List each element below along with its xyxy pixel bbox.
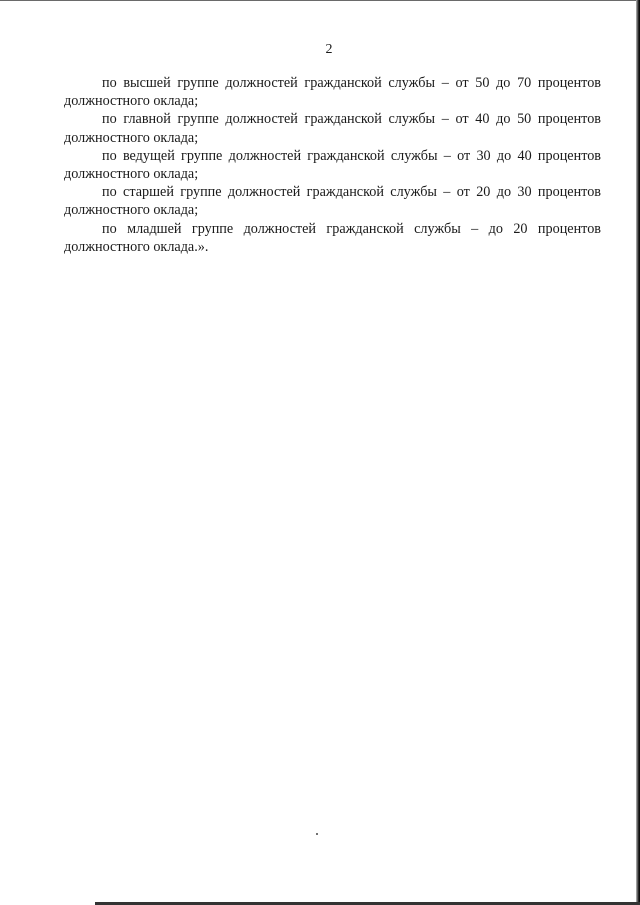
page-number: 2 bbox=[325, 42, 333, 57]
paragraph-senior-group: по старшей группе должностей гражданской службы – от 20 до 30 процентов должностного оклада; bbox=[64, 184, 601, 219]
scan-speck bbox=[316, 833, 318, 835]
paragraph-junior-group: по младшей группе должностей гражданской службы – до 20 процентов должностного оклада.». bbox=[64, 220, 601, 255]
paragraph-highest-group: по высшей группе должностей гражданской службы – от 50 до 70 процентов должностного оклада; bbox=[64, 75, 601, 110]
scan-edge-right bbox=[636, 0, 640, 905]
scan-edge-top bbox=[0, 0, 640, 1]
paragraph-chief-group: по главной группе должностей гражданской службы – от 40 до 50 процентов должностного оклада; bbox=[64, 111, 601, 146]
paragraph-leading-group: по ведущей группе должностей гражданской службы – от 30 до 40 процентов должностного оклада; bbox=[64, 147, 601, 183]
document-body bbox=[64, 74, 601, 256]
